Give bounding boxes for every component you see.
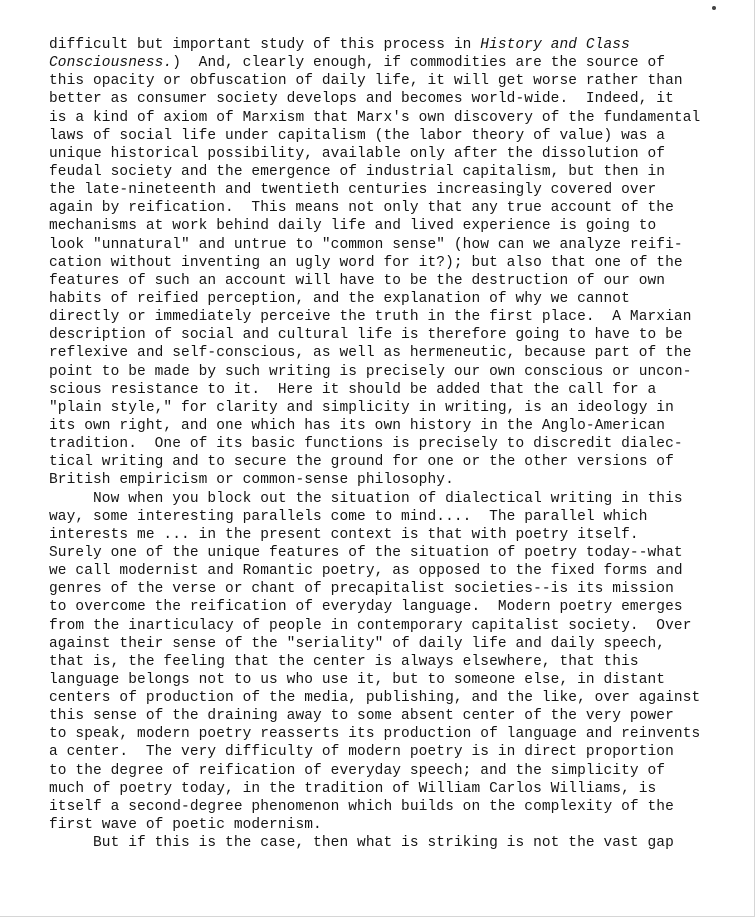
line-text: laws of social life under capitalism (the labor theory of value) was a (49, 127, 666, 144)
text-line (49, 54, 729, 72)
text-line (49, 780, 729, 798)
line-text: from the inarticulacy of people in contemporary capitalist society. Over (49, 617, 692, 634)
text-line (49, 526, 729, 544)
line-text: But if this is the case, then what is striking is not the vast gap (49, 835, 674, 852)
text-line (49, 725, 729, 743)
text-line (49, 834, 729, 852)
line-text: better as consumer society develops and becomes world-wide. Indeed, it (49, 91, 674, 108)
text-line (49, 90, 729, 108)
text-line (49, 145, 729, 163)
text-line (49, 762, 729, 780)
line-text: that is, the feeling that the center is always elsewhere, that this (49, 653, 639, 670)
text-line (49, 743, 729, 761)
line-text: its own right, and one which has its own history in the Anglo-American (49, 417, 666, 434)
line-text: a center. The very difficulty of modern poetry is in direct proportion (49, 744, 674, 761)
text-line (49, 508, 729, 526)
line-text: genres of the verse or chant of precapitalist societies--is its mission (49, 581, 674, 598)
line-text: reflexive and self-conscious, as well as hermeneutic, because part of the (49, 345, 692, 362)
line-text: tradition. One of its basic functions is precisely to discredit dialec- (49, 436, 683, 453)
text-line (49, 308, 729, 326)
text-line (49, 417, 729, 435)
line-text: centers of production of the media, publishing, and the like, over against (49, 690, 701, 707)
line-text: unique historical possibility, available only after the dissolution of (49, 145, 666, 162)
text-line (49, 562, 729, 580)
line-text: to speak, modern poetry reasserts its production of language and reinvents (49, 726, 701, 743)
line-text: cation without inventing an ugly word for it?); but also that one of the (49, 254, 683, 271)
italic-title-text: History and Class (480, 37, 630, 53)
line-text: "plain style," for clarity and simplicity in writing, is an ideology in (49, 399, 674, 416)
line-text: we call modernist and Romantic poetry, as opposed to the fixed forms and (49, 563, 683, 580)
text-line (49, 363, 729, 381)
line-text: look "unnatural" and untrue to "common sense" (how can we analyze reifi- (49, 236, 683, 253)
line-text: Surely one of the unique features of the situation of poetry today--what (49, 544, 683, 561)
line-text: description of social and cultural life is therefore going to have to be (49, 327, 683, 344)
line-text: feudal society and the emergence of industrial capitalism, but then in (49, 163, 666, 180)
text-line (49, 435, 729, 453)
body-text (49, 36, 729, 852)
line-text: to the degree of reification of everyday speech; and the simplicity of (49, 762, 666, 779)
text-line (49, 254, 729, 272)
text-line (49, 163, 729, 181)
line-text: difficult but important study of this process in (49, 37, 481, 53)
line-text: first wave of poetic modernism. (49, 817, 322, 834)
line-text: British empiricism or common-sense philosophy. (49, 472, 454, 489)
text-line (49, 580, 729, 598)
line-text: features of such an account will have to be the destruction of our own (49, 272, 666, 289)
italic-title-text: Consciousness. (49, 55, 173, 72)
text-line (49, 36, 729, 54)
line-text: much of poetry today, in the tradition of William Carlos Williams, is (49, 780, 657, 797)
text-line (49, 653, 729, 671)
text-line (49, 344, 729, 362)
line-text: ) And, clearly enough, if commodities are the source of (172, 55, 666, 72)
text-line (49, 707, 729, 725)
text-line (49, 290, 729, 308)
text-line (49, 109, 729, 127)
line-text: this opacity or obfuscation of daily life, it will get worse rather than (49, 73, 683, 90)
text-line (49, 236, 729, 254)
line-text: way, some interesting parallels come to mind.... The parallel which (49, 508, 648, 525)
text-line (49, 598, 729, 616)
line-text: again by reification. This means not only that any true account of the (49, 200, 674, 217)
text-line (49, 798, 729, 816)
text-line (49, 617, 729, 635)
text-line (49, 635, 729, 653)
line-text: against their sense of the "seriality" of daily life and daily speech, (49, 635, 666, 652)
text-line (49, 72, 729, 90)
scan-speck (712, 6, 716, 10)
text-line (49, 453, 729, 471)
line-text: mechanisms at work behind daily life and lived experience is going to (49, 218, 657, 235)
line-text: habits of reified perception, and the explanation of why we cannot (49, 290, 630, 307)
line-text: is a kind of axiom of Marxism that Marx's own discovery of the fundamental (49, 109, 701, 126)
line-text: interests me ... in the present context is that with poetry itself. (49, 526, 639, 543)
text-line (49, 127, 729, 145)
text-line (49, 272, 729, 290)
line-text: scious resistance to it. Here it should be added that the call for a (49, 381, 657, 398)
line-text: to overcome the reification of everyday language. Modern poetry emerges (49, 599, 683, 616)
text-line (49, 816, 729, 834)
line-text: directly or immediately perceive the truth in the first place. A Marxian (49, 309, 692, 326)
text-line (49, 544, 729, 562)
text-line (49, 689, 729, 707)
text-line (49, 381, 729, 399)
line-text: point to be made by such writing is precisely our own conscious or uncon- (49, 363, 692, 380)
line-text: itself a second-degree phenomenon which builds on the complexity of the (49, 798, 674, 815)
text-line (49, 199, 729, 217)
text-line (49, 217, 729, 235)
text-line (49, 399, 729, 417)
text-line (49, 490, 729, 508)
text-line (49, 471, 729, 489)
line-text: language belongs not to us who use it, but to someone else, in distant (49, 671, 666, 688)
line-text: Now when you block out the situation of dialectical writing in this (49, 490, 683, 507)
line-text: this sense of the draining away to some absent center of the very power (49, 708, 674, 725)
line-text: the late-nineteenth and twentieth centuries increasingly covered over (49, 182, 657, 199)
text-line (49, 326, 729, 344)
text-line (49, 671, 729, 689)
text-line (49, 181, 729, 199)
line-text: tical writing and to secure the ground for one or the other versions of (49, 454, 674, 471)
